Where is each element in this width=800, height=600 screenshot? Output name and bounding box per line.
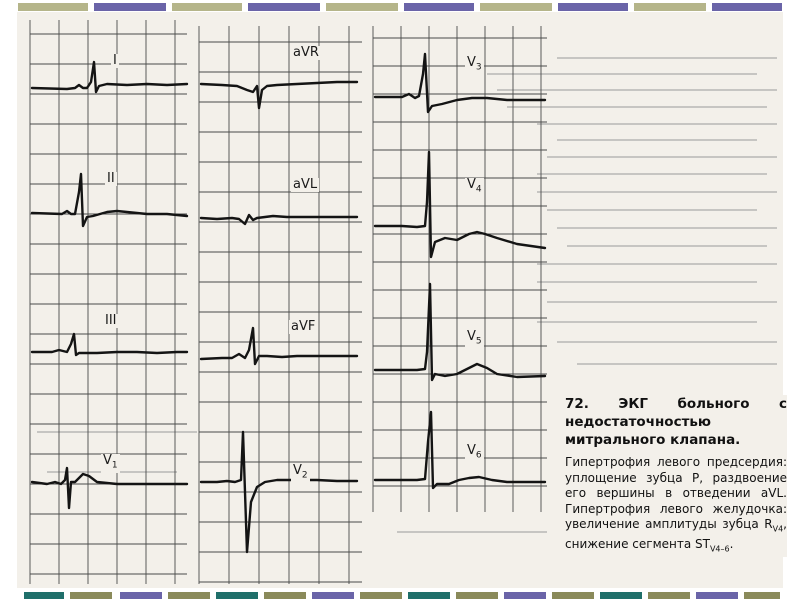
lead-label-II: II — [107, 171, 115, 186]
figure-description-tail: , снижение сегмента ST — [565, 517, 787, 552]
ecg-trace-lead-aVF — [201, 328, 357, 364]
figure-description-text: Гипертрофия левого предсердия: уплощение зубца P, раздвоение его вершины в отведении aVL. Гипертрофия левого желудочка: увеличение амплитуды зубца R — [565, 455, 787, 532]
ecg-trace-lead-V5 — [375, 284, 545, 380]
bar-segment — [456, 592, 498, 599]
bar-segment — [312, 592, 354, 599]
lead-label-V5: $V_5$ — [467, 329, 482, 347]
lead-label-aVR: aVR — [293, 45, 319, 60]
lead-label-aVL: aVL — [293, 177, 318, 192]
bar-segment — [168, 592, 210, 599]
bar-segment — [552, 592, 594, 599]
ecg-trace-lead-V1 — [32, 468, 187, 508]
bar-segment — [94, 3, 166, 11]
bar-segment — [696, 592, 738, 599]
subscript-v4: V4 — [772, 524, 784, 534]
lead-label-V6: $V_6$ — [467, 443, 482, 461]
bar-segment — [326, 3, 398, 11]
lead-label-V1: $V_1$ — [103, 453, 118, 471]
book-page — [17, 12, 787, 588]
bar-segment — [360, 592, 402, 599]
figure-title-text: ЭКГ больного с недостаточностью митрального клапана. — [565, 396, 787, 448]
figure-title — [565, 395, 787, 449]
figure-number: 72. — [565, 396, 589, 412]
figure-description-end: . — [729, 537, 734, 552]
bar-segment — [712, 3, 782, 11]
ecg-trace-lead-I — [32, 62, 187, 92]
bar-segment — [600, 592, 642, 599]
bar-segment — [264, 592, 306, 599]
lead-label-V2: $V_2$ — [293, 463, 308, 481]
bar-segment — [216, 592, 258, 599]
top-decorative-bar — [0, 0, 800, 12]
bar-segment — [558, 3, 628, 11]
bar-segment — [70, 592, 112, 599]
lead-label-V3: $V_3$ — [467, 55, 482, 73]
figure-caption — [565, 395, 787, 557]
bar-segment — [24, 592, 64, 599]
ecg-trace-lead-III — [32, 334, 187, 355]
ecg-trace-lead-V4 — [375, 152, 545, 257]
bar-segment — [744, 592, 780, 599]
lead-label-I: I — [113, 53, 117, 68]
bottom-decorative-bar — [0, 588, 800, 600]
ecg-panel-limb-1 — [30, 20, 187, 584]
bar-segment — [248, 3, 320, 11]
lead-label-III: III — [105, 313, 117, 328]
bar-segment — [634, 3, 706, 11]
subscript-v4-6: V4–6 — [709, 544, 730, 554]
bar-segment — [404, 3, 474, 11]
bar-segment — [18, 3, 88, 11]
ecg-trace-lead-V3 — [375, 54, 545, 112]
figure-description — [565, 455, 787, 557]
bar-segment — [408, 592, 450, 599]
lead-label-aVF: aVF — [291, 319, 316, 334]
ecg-panel-limb-2 — [199, 26, 362, 584]
ecg-trace-lead-V6 — [375, 412, 545, 488]
ecg-trace-lead-aVR — [201, 82, 357, 108]
bar-segment — [172, 3, 242, 11]
ecg-trace-lead-aVL — [201, 215, 357, 224]
bar-segment — [480, 3, 552, 11]
bar-segment — [120, 592, 162, 599]
lead-label-V4: $V_4$ — [467, 177, 482, 195]
bar-segment — [648, 592, 690, 599]
bar-segment — [504, 592, 546, 599]
